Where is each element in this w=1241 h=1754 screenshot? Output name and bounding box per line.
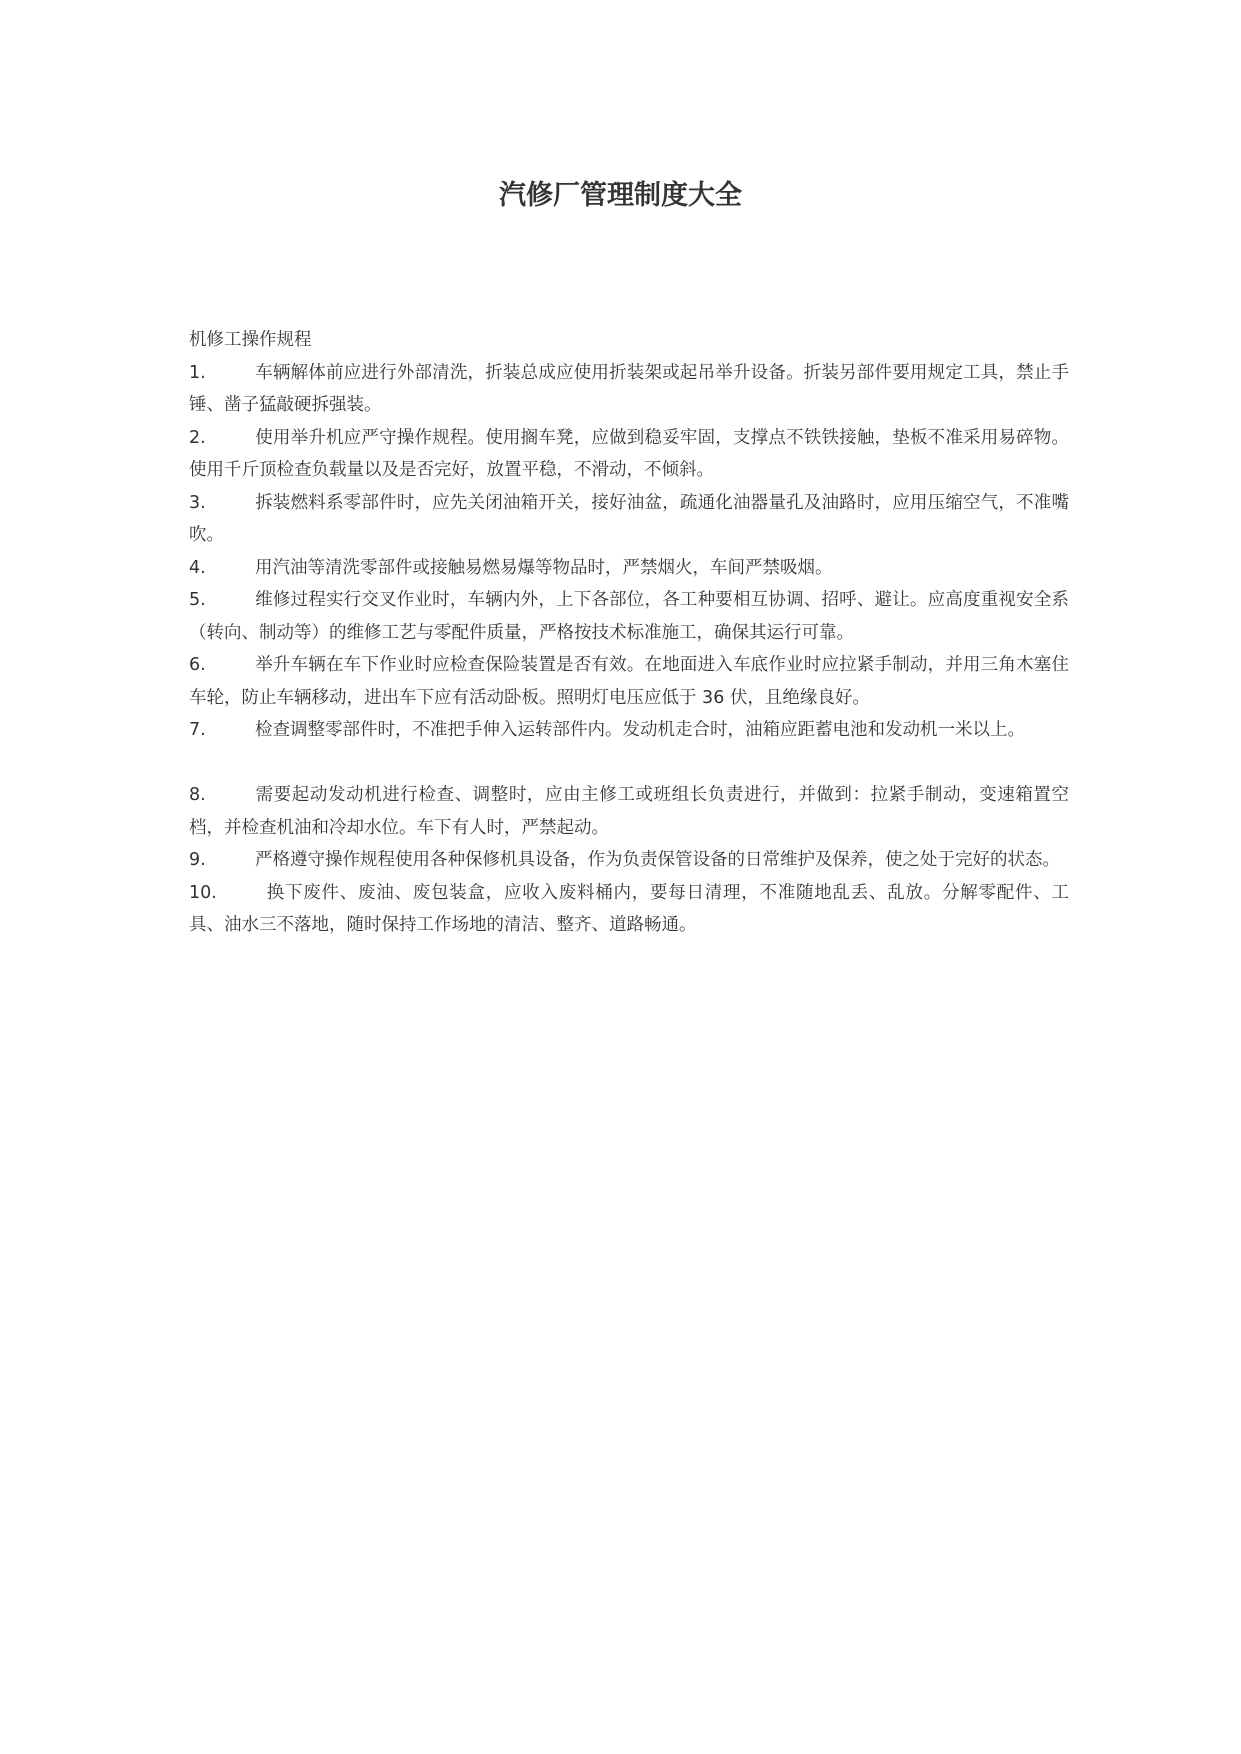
rule-text: 维修过程实行交叉作业时，车辆内外，上下各部位，各工种要相互协调、招呼、避让。应高度重视安全系（转向、制动等）的维修工艺与零配件质量，严格按技术标准施工，确保其运行可靠。: [189, 590, 1069, 643]
rule-text: 检查调整零部件时，不准把手伸入运转部件内。发动机走合时，油箱应距蓄电池和发动机一米以上。: [255, 720, 1025, 740]
section-heading: 机修工操作规程: [189, 330, 312, 350]
rule-number: 8.: [189, 785, 206, 805]
rule-number: 6.: [189, 655, 206, 675]
list-item: [189, 357, 1069, 422]
rule-number: 5.: [189, 590, 206, 610]
rule-text: 严格遵守操作规程使用各种保修机具设备，作为负责保管设备的日常维护及保养，使之处于完好的状态。: [255, 850, 1060, 870]
rule-number: 2.: [189, 427, 206, 448]
rule-number: 10.: [189, 882, 217, 903]
rule-number: 7.: [189, 720, 206, 740]
rule-text: 用汽油等清洗零部件或接触易燃易爆等物品时，严禁烟火，车间严禁吸烟。: [255, 557, 833, 578]
list-item: [189, 779, 1069, 844]
list-item: [189, 877, 1069, 942]
rule-number: 4.: [189, 557, 206, 578]
rule-text: 车辆解体前应进行外部清洗，折装总成应使用折装架或起吊举升设备。折装另部件要用规定工具，禁止手锤、凿子猛敲硬拆强装。: [189, 362, 1069, 415]
list-item: [189, 714, 1069, 747]
rule-text: 使用举升机应严守操作规程。使用搁车凳，应做到稳妥牢固，支撑点不铁铁接触，垫板不准采用易碎物。使用千斤顶检查负载量以及是否完好，放置平稳，不滑动，不倾斜。: [189, 427, 1069, 480]
rule-text: 举升车辆在车下作业时应检查保险装置是否有效。在地面进入车底作业时应拉紧手制动，并用三角木塞住车轮，防止车辆移动，进出车下应有活动卧板。照明灯电压应低于 36 伏，且绝缘良好。: [189, 655, 1069, 708]
rule-number: 3.: [189, 492, 206, 513]
list-item: [189, 649, 1069, 714]
list-item: [189, 584, 1069, 649]
list-item: [189, 844, 1069, 877]
document-body: [189, 324, 1069, 942]
document-title: 汽修厂管理制度大全: [499, 180, 742, 211]
list-item: [189, 487, 1069, 552]
rules-list: [189, 357, 1069, 942]
rule-number: 1.: [189, 362, 206, 383]
rule-text: 需要起动发动机进行检查、调整时，应由主修工或班组长负责进行，并做到：拉紧手制动，变速箱置空档，并检查机油和冷却水位。车下有人时，严禁起动。: [189, 785, 1069, 838]
rule-text: 拆装燃料系零部件时，应先关闭油箱开关，接好油盆，疏通化油器量孔及油路时，应用压缩空气，不准嘴吹。: [189, 492, 1069, 545]
rule-text: 换下废件、废油、废包装盒，应收入废料桶内，要每日清理，不准随地乱丢、乱放。分解零配件、工具、油水三不落地，随时保持工作场地的清洁、整齐、道路畅通。: [189, 882, 1069, 935]
rule-number: 9.: [189, 850, 206, 870]
list-item: [189, 422, 1069, 487]
list-item: [189, 552, 1069, 585]
